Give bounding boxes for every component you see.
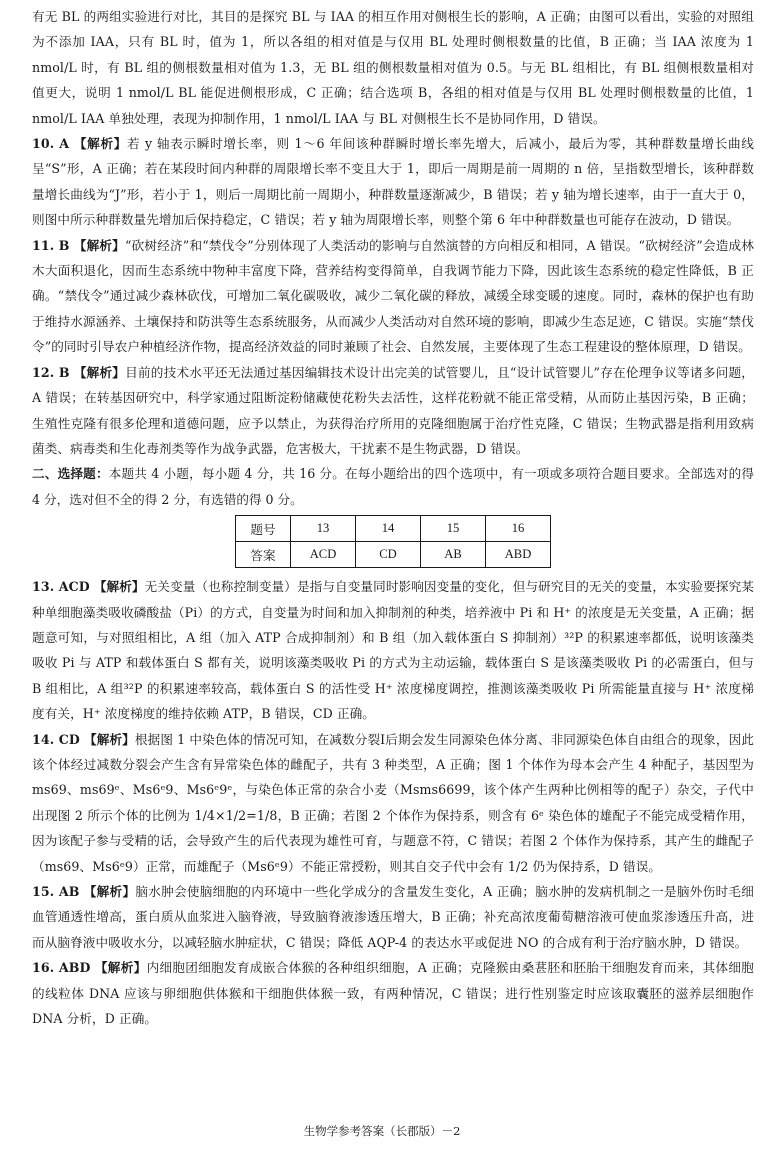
- paragraph-question-15: [32, 879, 754, 955]
- table-row-answers: [236, 542, 551, 568]
- paragraph-text: 脑水肿会使脑细胞的内环境中一些化学成分的含量发生变化，A 正确；脑水肿的发病机制之一是脑外伤时毛细血管通透性增高，蛋白质从血浆进入脑脊液，导致脑脊液渗透压增大，B 正确；补充高浓度葡萄糖溶液可使血浆渗透压升高，进而从脑脊液中吸收水分，以减轻脑水肿症状，C 错误；降低 AQP-4 的表达水平或促进 NO 的合成有利于治疗脑水肿，D 错误。: [32, 884, 755, 950]
- page-footer: 生物学参考答案（长郡版）－2: [303, 1124, 461, 1138]
- table-header-answer: 答案: [236, 542, 291, 568]
- section-title: 二、选择题：: [32, 466, 109, 482]
- question-number: 11. B: [32, 237, 70, 253]
- paragraph-question-16: [32, 955, 754, 1031]
- section-instructions: 本题共 4 小题，每小题 4 分，共 16 分。在每小题给出的四个选项中，有一项或多项符合题目要求。全部选对的得 4 分，选对但不全的得 2 分，有选错的得 0 分。: [32, 466, 755, 507]
- question-number: 10. A: [32, 136, 70, 152]
- table-row-numbers: [236, 516, 551, 542]
- analysis-tag: 【解析】: [84, 731, 135, 747]
- answer-table-wrapper: [32, 515, 754, 568]
- table-cell-number: 16: [486, 516, 551, 542]
- paragraph-9-continued: [32, 4, 754, 131]
- analysis-tag: 【解析】: [73, 237, 125, 253]
- section-2-heading: [32, 461, 754, 512]
- paragraph-text: 无关变量（也称控制变量）是指与自变量同时影响因变量的变化，但与研究目的无关的变量，本实验要探究某种单细胞藻类吸收磷酸盐（Pi）的方式，自变量为时间和加入抑制剂的种类，培养液中 Pi 和 H⁺ 的浓度是无关变量，A 正确；据题意可知，与对照组相比，A 组（加入 ATP 合成抑制剂）和 B 组（加入载体蛋白 S 抑制剂）³²P 的积累速率都低，说明该藻类吸收 Pi 与 ATP 和载体蛋白 S 都有关，说明该藻类吸收 Pi 的方式为主动运输，载体蛋白 S 是该藻类吸收 Pi 的必需蛋白，但与 B 组相比，A 组³²P 的积累速率较高，载体蛋白 S 的活性受 H⁺ 浓度梯度调控，推测该藻类吸收 Pi 所需能量直接与 H⁺ 浓度梯度有关，H⁺ 浓度梯度的维持依赖 ATP，B 错误，CD 正确。: [32, 579, 754, 722]
- table-header-number: 题号: [236, 516, 291, 542]
- table-cell-number: 15: [421, 516, 486, 542]
- paragraph-question-10: [32, 131, 754, 233]
- paragraph-text: “砍树经济”和“禁伐令”分别体现了人类活动的影响与自然演替的方向相反和相同，A 错误。“砍树经济”会造成林木大面积退化，因而生态系统中物种丰富度下降，营养结构变得简单，自我调节能力下降，因此该生态系统的稳定性降低，B 正确。“禁伐令”通过减少森林砍伐，可增加二氧化碳吸收，减少二氧化碳的释放，减缓全球变暖的速度。同时，森林的保护也有助于维持水源涵养、土壤保持和防洪等生态系统服务，从而减少人类活动对自然环境的影响，即减少生态足迹，C 错误。实施“禁伐令”的同时引导农户种植经济作物，提高经济效益的同时兼顾了社会、自然发展，主要体现了生态工程建设的整体原理，D 错误。: [32, 237, 754, 355]
- paragraph-text: 目前的技术水平还无法通过基因编辑技术设计出完美的试管婴儿，且“设计试管婴儿”存在伦理争议等诸多问题，A 错误；在转基因研究中，科学家通过阻断淀粉储藏使花粉失去活性，这样花粉就不能正常受精，从而防止基因污染，B 正确；生殖性克隆有很多伦理和道德问题，应予以禁止，为获得治疗所用的克隆细胞属于治疗性克隆，C 错误；生物武器是指利用致病菌类、病毒类和生化毒剂类等作为战争武器，危害极大，干扰素不是生物武器，D 错误。: [32, 364, 754, 456]
- paragraph-text: 内细胞团细胞发育成嵌合体猴的各种组织细胞，A 正确；克隆猴由桑葚胚和胚胎干细胞发育而来，其体细胞的线粒体 DNA 应该与卵细胞供体猴和干细胞供体猴一致，有两种情况，C 错误；进行性别鉴定时应该取囊胚的滋养层细胞作 DNA 分析，D 正确。: [32, 960, 754, 1027]
- analysis-tag: 【解析】: [73, 136, 128, 152]
- paragraph-question-13: [32, 574, 754, 726]
- table-cell-answer: ACD: [291, 542, 356, 568]
- table-cell-number: 13: [291, 516, 356, 542]
- paragraph-text: 若 y 轴表示瞬时增长率，则 1～6 年间该种群瞬时增长率先增大，后减小，最后为零，其种群数量增长曲线呈“S”形，A 正确；若在某段时间内种群的周限增长率不变且大于 1，即后一周期是前一周期的 n 倍，呈指数型增长，该种群数量增长曲线为“J”形，若小于 1，则后一周期比前一周期小，种群数量逐渐减少，B 错误；若 y 轴为增长速率，由于一直大于 0，则图中所示种群数量先增加后保持稳定，C 错误；若 y 轴为周限增长率，则整个第 6 年中种群数量也可能存在波动，D 错误。: [32, 136, 754, 228]
- paragraph-question-14: [32, 727, 754, 879]
- table-cell-number: 14: [356, 516, 421, 542]
- paragraph-question-12: [32, 360, 754, 462]
- question-number: 15. AB: [32, 884, 80, 899]
- page-content: [32, 4, 754, 1031]
- analysis-tag: 【解析】: [73, 364, 126, 380]
- table-cell-answer: CD: [356, 542, 421, 568]
- paragraph-question-11: [32, 233, 754, 360]
- paragraph-text: 根据图 1 中染色体的情况可知，在减数分裂Ⅰ后期会发生同源染色体分离、非同源染色体自由组合的现象，因此该个体经过减数分裂会产生含有异常染色体的雌配子，共有 3 种类型，A 正确；图 1 个体作为母本会产生 4 种配子，基因型为 ms69、ms69ᵉ、Ms6ᵉ9、Ms6ᵉ9ᵉ，与染色体正常的杂合小麦（Msms6699，该个体产生两种比例相等的配子）杂交，子代中出现图 2 所示个体的比例为 1/4×1/2=1/8，B 正确；若图 2 个体作为保持系，则含有 6ᵉ 染色体的雄配子不能完成受精作用，因为该配子参与受精的话，会导致产生的后代表现为雄性可育，与题意不符，C 错误；若图 2 个体作为保持系，其产生的雌配子（ms69、Ms6ᵉ9）正常，而雄配子（Ms6ᵉ9）不能正常授粉，则其自交子代中会有 1/2 仍为保持系，D 错误。: [32, 731, 755, 874]
- analysis-tag: 【解析】: [94, 960, 147, 976]
- analysis-tag: 【解析】: [83, 884, 136, 899]
- answer-table: [235, 515, 551, 568]
- question-number: 13. ACD: [32, 579, 90, 595]
- table-cell-answer: AB: [421, 542, 486, 568]
- question-number: 12. B: [32, 364, 70, 380]
- paragraph-text: 有无 BL 的两组实验进行对比，其目的是探究 BL 与 IAA 的相互作用对侧根生长的影响，A 正确；由图可以看出，实验的对照组为不添加 IAA，只有 BL 时，值为 1，所以各组的相对值是与仅用 BL 处理时侧根数量的比值，B 正确；当 IAA 浓度为 1 nmol/L 时，有 BL 组的侧根数量相对值为 1.3，无 BL 组的侧根数量相对值为 0.5。与无 BL 组相比，有 BL 组侧根数量相对值更大，说明 1 nmol/L BL 能促进侧根形成，C 正确；结合选项 B，各组的相对值是与仅用 BL 处理时侧根数量的比值，1 nmol/L IAA 单独处理，表现为抑制作用，1 nmol/L IAA 与 BL 对侧根生长不是协同作用，D 错误。: [32, 9, 754, 126]
- table-cell-answer: ABD: [486, 542, 551, 568]
- question-number: 14. CD: [32, 731, 80, 747]
- analysis-tag: 【解析】: [93, 579, 145, 595]
- question-number: 16. ABD: [32, 960, 91, 976]
